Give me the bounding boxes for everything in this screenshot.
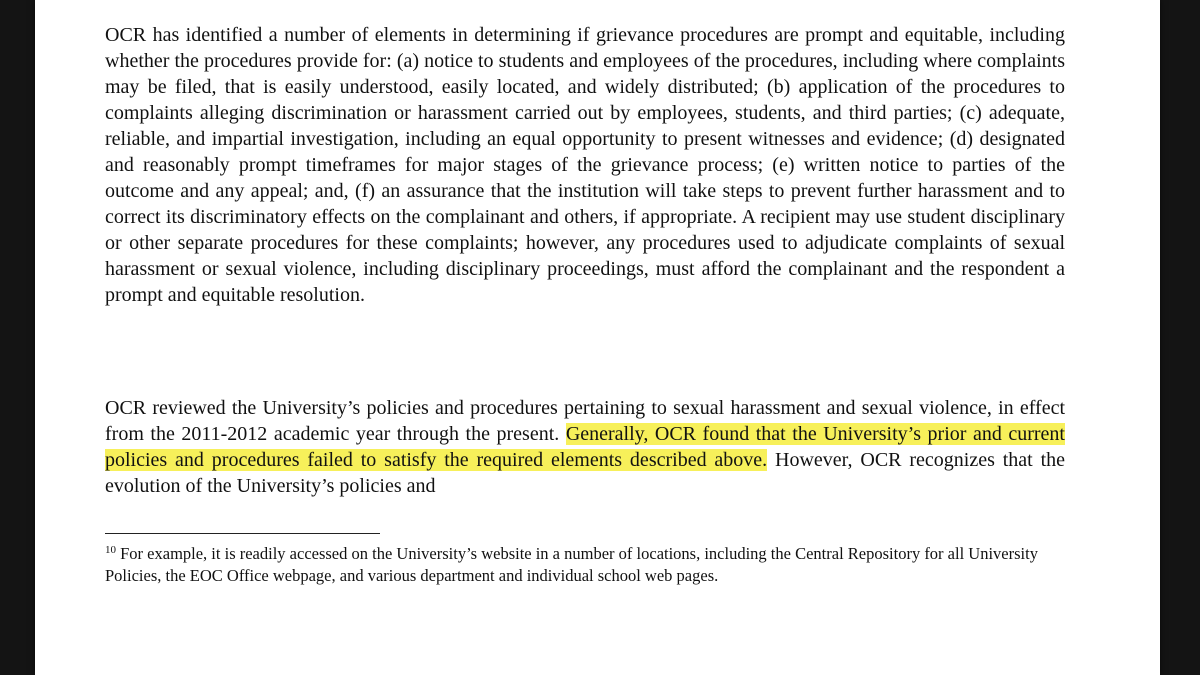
document-page	[35, 0, 1160, 675]
paragraph-policy-review-intro: OCR reviewed the University’s policies and procedures pertaining to sexual harassment and sexual violence, in effect from the 2011-2012 academic year through the present.	[105, 397, 1065, 445]
footnote-number: 10	[105, 544, 116, 556]
footnote-text: For example, it is readily accessed on the University’s website in a number of locations, including the Central Repository for all University Policies, the EOC Office webpage, and various department and individual school web pages.	[105, 544, 1038, 585]
paragraph-policy-review	[105, 395, 1065, 499]
footnote-divider	[105, 533, 380, 534]
paragraph-grievance-elements: OCR has identified a number of elements in determining if grievance procedures are prompt and equitable, including whether the procedures provide for: (a) notice to students and employees of the procedures, including where complaints may be filed, that is easily understood, easily located, and widely distributed; (b) application of the procedures to complaints alleging discrimination or harassment carried out by employees, students, and third parties; (c) adequate, reliable, and impartial investigation, including an equal opportunity to present witnesses and evidence; (d) designated and reasonably prompt timeframes for major stages of the grievance process; (e) written notice to parties of the outcome and any appeal; and, (f) an assurance that the institution will take steps to prevent further harassment and to correct its discriminatory effects on the complainant and others, if appropriate. A recipient may use student disciplinary or other separate procedures for these complaints; however, any procedures used to adjudicate complaints of sexual harassment or sexual violence, including disciplinary proceedings, must afford the complainant and the respondent a prompt and equitable resolution.	[105, 24, 1065, 306]
highlighted-finding: Generally, OCR found that the University’s prior and current policies and procedures failed to satisfy the required elements described above.	[105, 423, 1065, 471]
paragraph-policy-review-continuation: However, OCR recognizes that the evolution of the University’s policies and	[105, 449, 1066, 497]
footnote	[105, 543, 1065, 587]
